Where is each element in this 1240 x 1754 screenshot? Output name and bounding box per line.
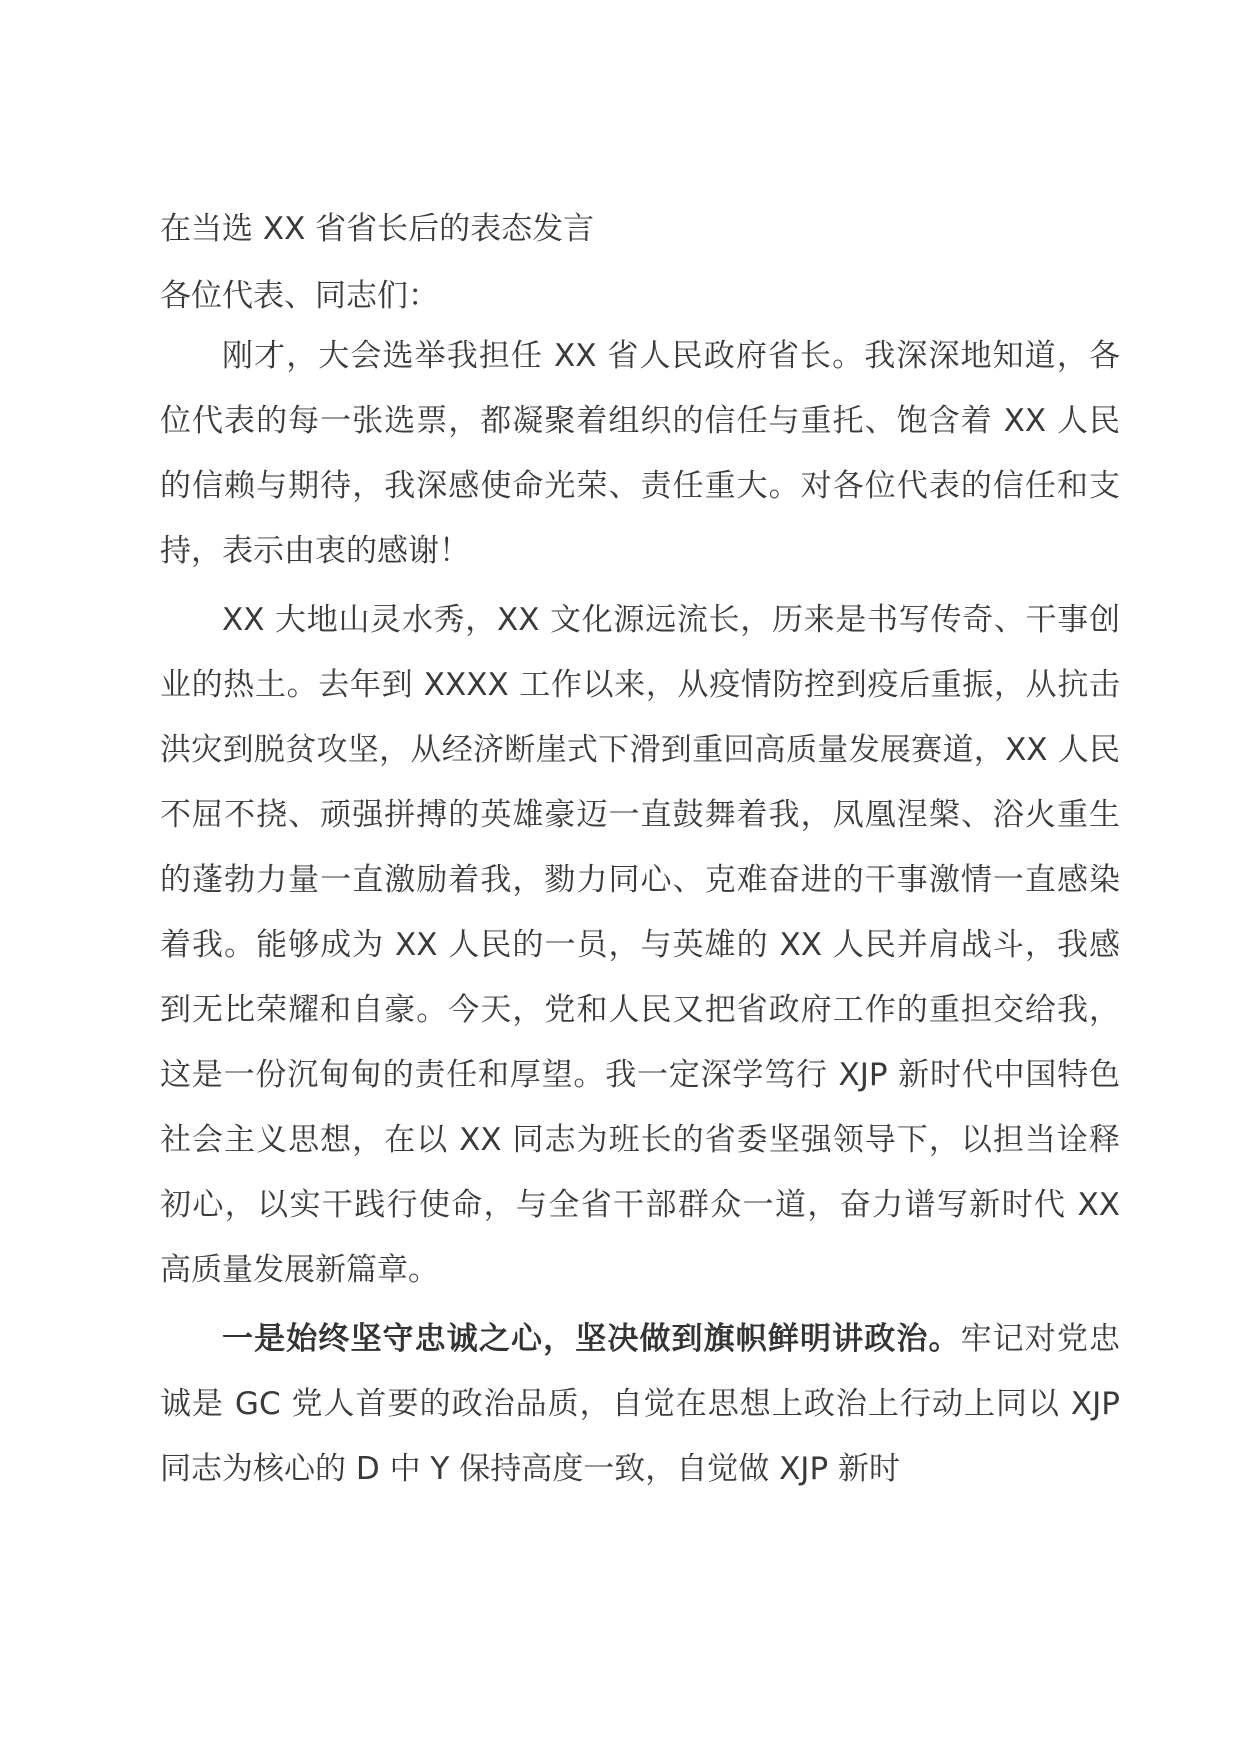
paragraph-1-text: 刚才，大会选举我担任 XX 省人民政府省长。我深深地知道，各位代表的每一张选票，都凝聚着组织的信任与重托、饱含着 XX 人民的信赖与期待，我深感使命光荣、责任重大。对各位代表的信任和支持，表示由衷的感谢！ — [160, 338, 1120, 569]
paragraph-1 — [160, 324, 1120, 584]
paragraph-2 — [160, 588, 1120, 1303]
paragraph-3 — [160, 1307, 1120, 1502]
document-title: 在当选 XX 省省长后的表态发言 — [160, 211, 595, 247]
paragraph-2-text: XX 大地山灵水秀，XX 文化源远流长，历来是书写传奇、干事创业的热土。去年到 XXXX 工作以来，从疫情防控到疫后重振，从抗击洪灾到脱贫攻坚，从经济断崖式下滑到重回高质量发展赛道，XX 人民不屈不挠、顽强拼搏的英雄豪迈一直鼓舞着我，凤凰涅槃、浴火重生的蓬勃力量一直激励着我，勠力同心、克难奋进的干事激情一直感染着我。能够成为 XX 人民的一员，与英雄的 XX 人民并肩战斗，我感到无比荣耀和自豪。今天，党和人民又把省政府工作的重担交给我，这是一份沉甸甸的责任和厚望。我一定深学笃行 XJP 新时代中国特色社会主义思想，在以 XX 同志为班长的省委坚强领导下，以担当诠释初心，以实干践行使命，与全省干部群众一道，奋力谱写新时代 XX 高质量发展新篇章。 — [160, 602, 1120, 1288]
document-body — [160, 204, 1120, 1502]
paragraph-3-text: 牢记对党忠诚是 GC 党人首要的政治品质，自觉在思想上政治上行动上同以 XJP 同志为核心的 D 中 Y 保持高度一致，自觉做 XJP 新时 — [160, 1321, 1121, 1487]
paragraph-3-lead: 一是始终坚守忠诚之心，坚决做到旗帜鲜明讲政治。 — [222, 1321, 961, 1357]
salutation: 各位代表、同志们： — [160, 278, 439, 314]
